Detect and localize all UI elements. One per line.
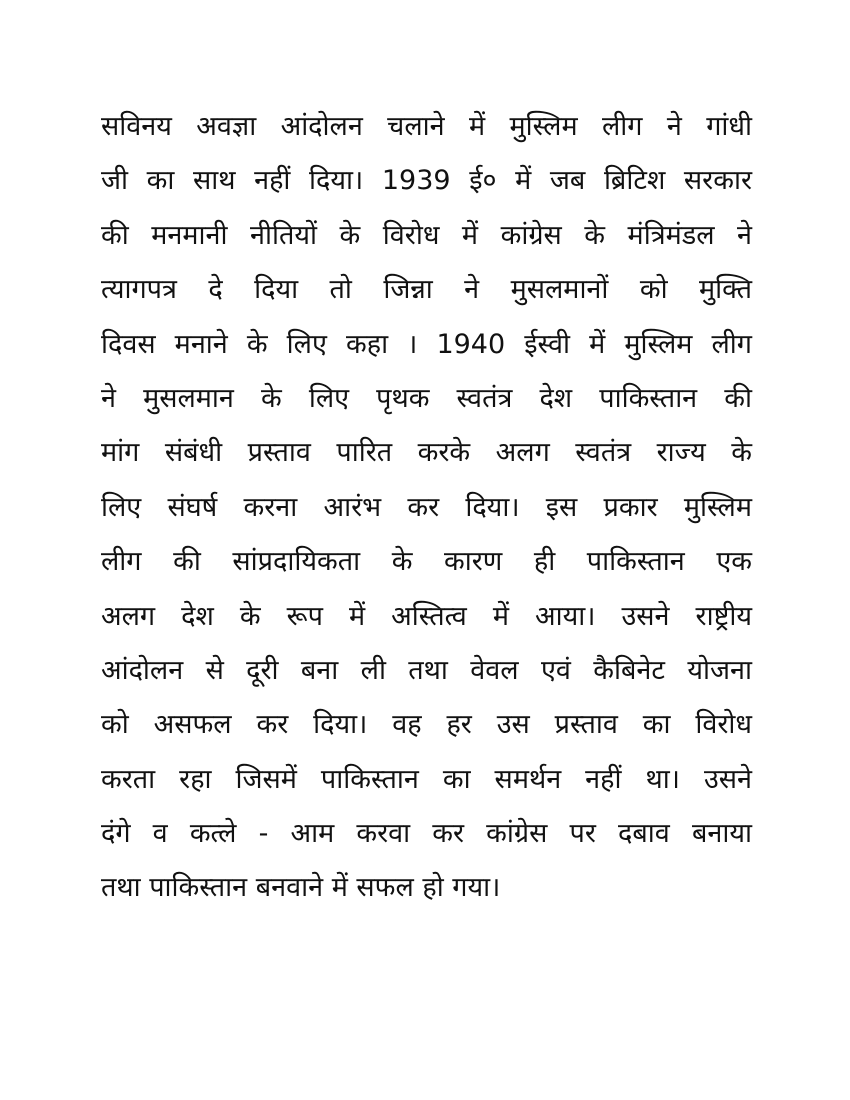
text-line: मांग संबंधी प्रस्ताव पारित करके अलग स्वतंत्र राज्य के xyxy=(101,437,752,469)
text-line: सविनय अवज्ञा आंदोलन चलाने में मुस्लिम लीग ने गांधी xyxy=(101,111,752,142)
text-line: अलग देश के रूप में अस्तित्व में आया। उसने राष्ट्रीय xyxy=(101,600,752,632)
paragraph xyxy=(101,102,752,918)
text-line: लिए संघर्ष करना आरंभ कर दिया। इस प्रकार मुस्लिम xyxy=(101,491,752,523)
text-line: तथा पाकिस्तान बनवाने में सफल हो गया। xyxy=(101,872,501,904)
text-line: त्यागपत्र दे दिया तो जिन्ना ने मुसलमानों को मुक्ति xyxy=(101,274,752,306)
text-line: को असफल कर दिया। वह हर उस प्रस्ताव का विरोध xyxy=(101,709,752,741)
text-line: आंदोलन से दूरी बना ली तथा वेवल एवं कैबिनेट योजना xyxy=(101,654,752,686)
text-line: दिवस मनाने के लिए कहा । 1940 ईस्वी में मुस्लिम लीग xyxy=(101,328,752,360)
text-line: दंगे व कत्ले - आम करवा कर कांग्रेस पर दबाव बनाया xyxy=(101,818,752,850)
text-line: लीग की सांप्रदायिकता के कारण ही पाकिस्तान एक xyxy=(101,546,752,578)
text-line: करता रहा जिसमें पाकिस्तान का समर्थन नहीं था। उसने xyxy=(101,763,752,795)
text-line: जी का साथ नहीं दिया। 1939 ई० में जब ब्रिटिश सरकार xyxy=(101,165,752,197)
text-line: की मनमानी नीतियों के विरोध में कांग्रेस के मंत्रिमंडल ने xyxy=(101,219,752,251)
text-line: ने मुसलमान के लिए पृथक स्वतंत्र देश पाकिस्तान की xyxy=(101,382,752,414)
